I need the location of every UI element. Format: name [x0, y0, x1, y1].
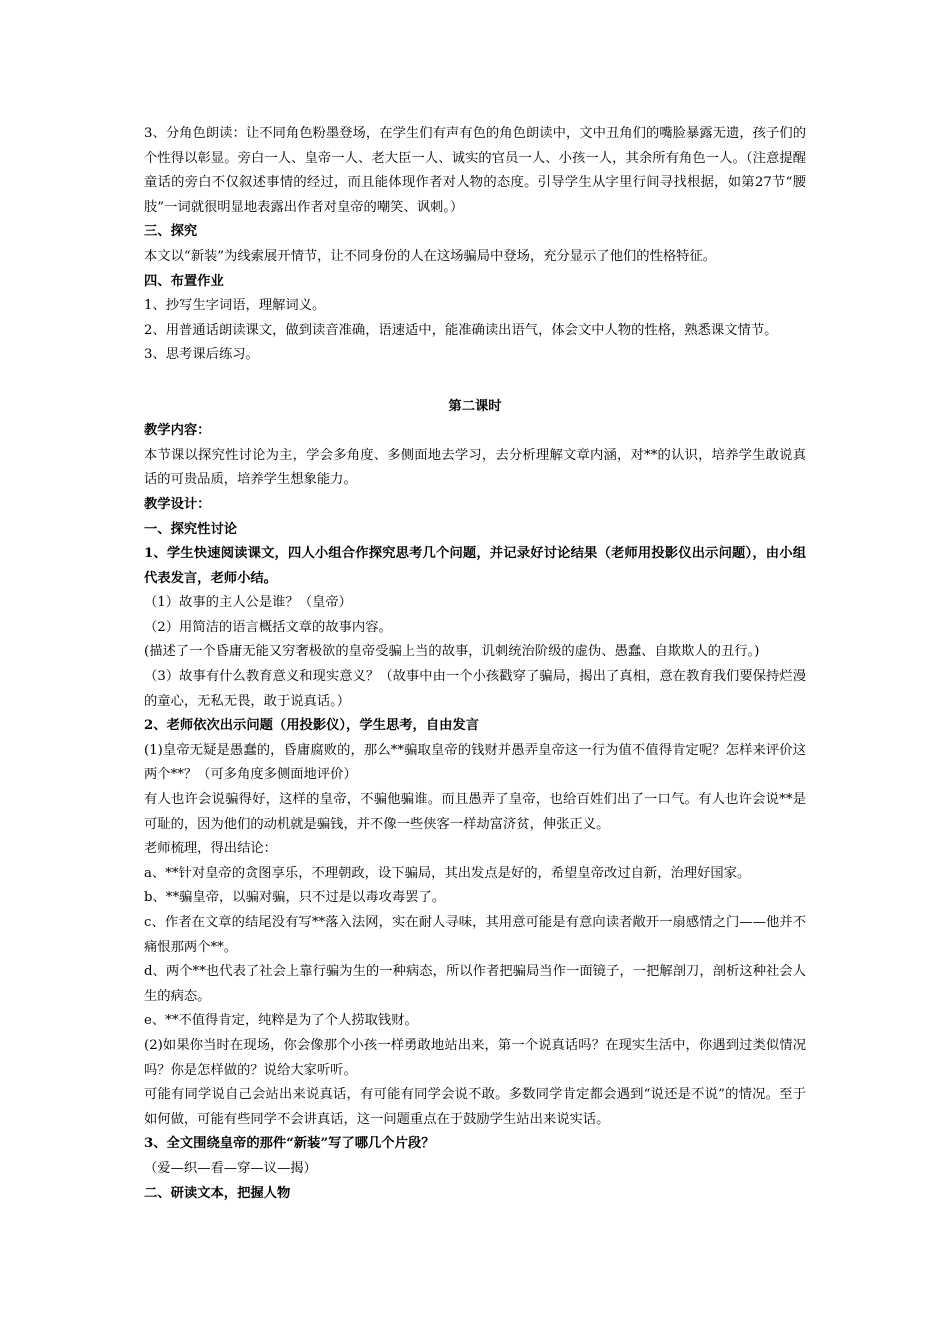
question-2-answer: 可能有同学说自己会站出来说真话，有可能有同学会说不敢。多数同学肯定都会遇到“说还是不说”的情况。至于如何做，可能有些同学不会讲真话，这一问题重点在于鼓励学生站出来说实话。 [144, 1087, 806, 1127]
lesson-title: 第二课时 [448, 398, 502, 414]
role-reading-paragraph: 3、分角色朗读：让不同角色粉墨登场，在学生们有声有色的角色朗读中，文中丑角们的嘴脸暴露无遗，孩子们的个性得以彰显。旁白一人、皇帝一人、老大臣一人、诚实的官员一人、小孩一人，其余所有角色一人。（注意提醒童话的旁白不仅叙述事情的经过，而且能体现作者对人物的态度。引导学生从字里行间寻找根据，如第27节“腰肢”一词就很明显地表露出作者对皇帝的嘲笑、讽刺。） [144, 126, 806, 215]
explore-paragraph: 本文以“新装”为线索展开情节，让不同身份的人在这场骗局中登场，充分显示了他们的性格特征。 [144, 248, 717, 264]
question-3-title: 3、全文围绕皇帝的那件“新装”写了哪几个片段？ [144, 1136, 435, 1152]
question-1-item: （3）故事有什么教育意义和现实意义？（故事中由一个小孩戳穿了骗局，揭出了真相，意在教育我们要保持烂漫的童心，无私无畏，敢于说真话。） [144, 669, 806, 709]
spacer [144, 368, 806, 393]
conclusion-item: c、作者在文章的结尾没有写**落入法网，实在耐人寻味，其用意可能是有意向读者敞开一扇感情之门——他并不痛恨那两个**。 [144, 915, 806, 955]
question-1-item: （1）故事的主人公是谁？（皇帝） [144, 595, 352, 611]
question-3-answer: （爱—织—看—穿—议—揭） [144, 1160, 317, 1176]
homework-item: 3、思考课后练习。 [144, 347, 259, 363]
document-page [144, 122, 806, 1206]
heading-text-study: 二、研读文本，把握人物 [144, 1185, 291, 1201]
conclusion-item: d、两个**也代表了社会上靠行骗为生的一种病态，所以作者把骗局当作一面镜子，一把解剖刀，剖析这种社会人生的病态。 [144, 964, 806, 1004]
homework-item: 1、抄写生字词语，理解词义。 [144, 298, 326, 314]
question-1-title: 1、学生快速阅读课文，四人小组合作探究思考几个问题，并记录好讨论结果（老师用投影仪出示问题），由小组代表发言，老师小结。 [144, 546, 806, 586]
question-2-title: 2、老师依次出示问题（用投影仪），学生思考，自由发言 [144, 718, 480, 734]
heading-teaching-content: 教学内容： [144, 423, 211, 439]
conclusion-item: a、**针对皇帝的贪图享乐，不理朝政，设下骗局，其出发点是好的，希望皇帝改过自新，治理好国家。 [144, 865, 751, 881]
question-1-answer: (描述了一个昏庸无能又穷奢极欲的皇帝受骗上当的故事，讥刺统治阶级的虚伪、愚蠢、自欺欺人的丑行。) [144, 644, 760, 660]
conclusion-item: e、**不值得肯定，纯粹是为了个人捞取钱财。 [144, 1013, 418, 1029]
question-1-item: （2）用简洁的语言概括文章的故事内容。 [144, 619, 392, 635]
section-heading-explore: 三、探究 [144, 224, 198, 240]
question-2-answer: 有人也许会说骗得好，这样的皇帝，不骗他骗谁。而且愚弄了皇帝，也给百姓们出了一口气。有人也许会说**是可耻的，因为他们的动机就是骗钱，并不像一些侠客一样劫富济贫，伸张正义。 [144, 792, 806, 832]
section-heading-homework: 四、布置作业 [144, 273, 224, 289]
question-2-item: (2)如果你当时在现场，你会像那个小孩一样勇敢地站出来，第一个说真话吗？在现实生活中，你遇到过类似情况吗？你是怎样做的？说给大家听听。 [144, 1037, 806, 1078]
conclusion-item: b、**骗皇帝，以骗对骗，只不过是以毒攻毒罢了。 [144, 890, 446, 906]
teaching-content-paragraph: 本节课以探究性讨论为主，学会多角度、多侧面地去学习，去分析理解文章内涵，对**的认识，培养学生敢说真话的可贵品质，培养学生想象能力。 [144, 447, 806, 488]
question-2-item: (1)皇帝无疑是愚蠢的，昏庸腐败的，那么**骗取皇帝的钱财并愚弄皇帝这一行为值不值得肯定呢？怎样来评价这两个**？（可多角度多侧面地评价） [144, 742, 806, 783]
homework-item: 2、用普通话朗读课文，做到读音准确，语速适中，能准确读出语气，体会文中人物的性格，熟悉课文情节。 [144, 322, 778, 338]
heading-teaching-design: 教学设计： [144, 496, 211, 512]
conclusion-lead: 老师梳理，得出结论： [144, 841, 277, 857]
heading-discussion: 一、探究性讨论 [144, 521, 238, 537]
